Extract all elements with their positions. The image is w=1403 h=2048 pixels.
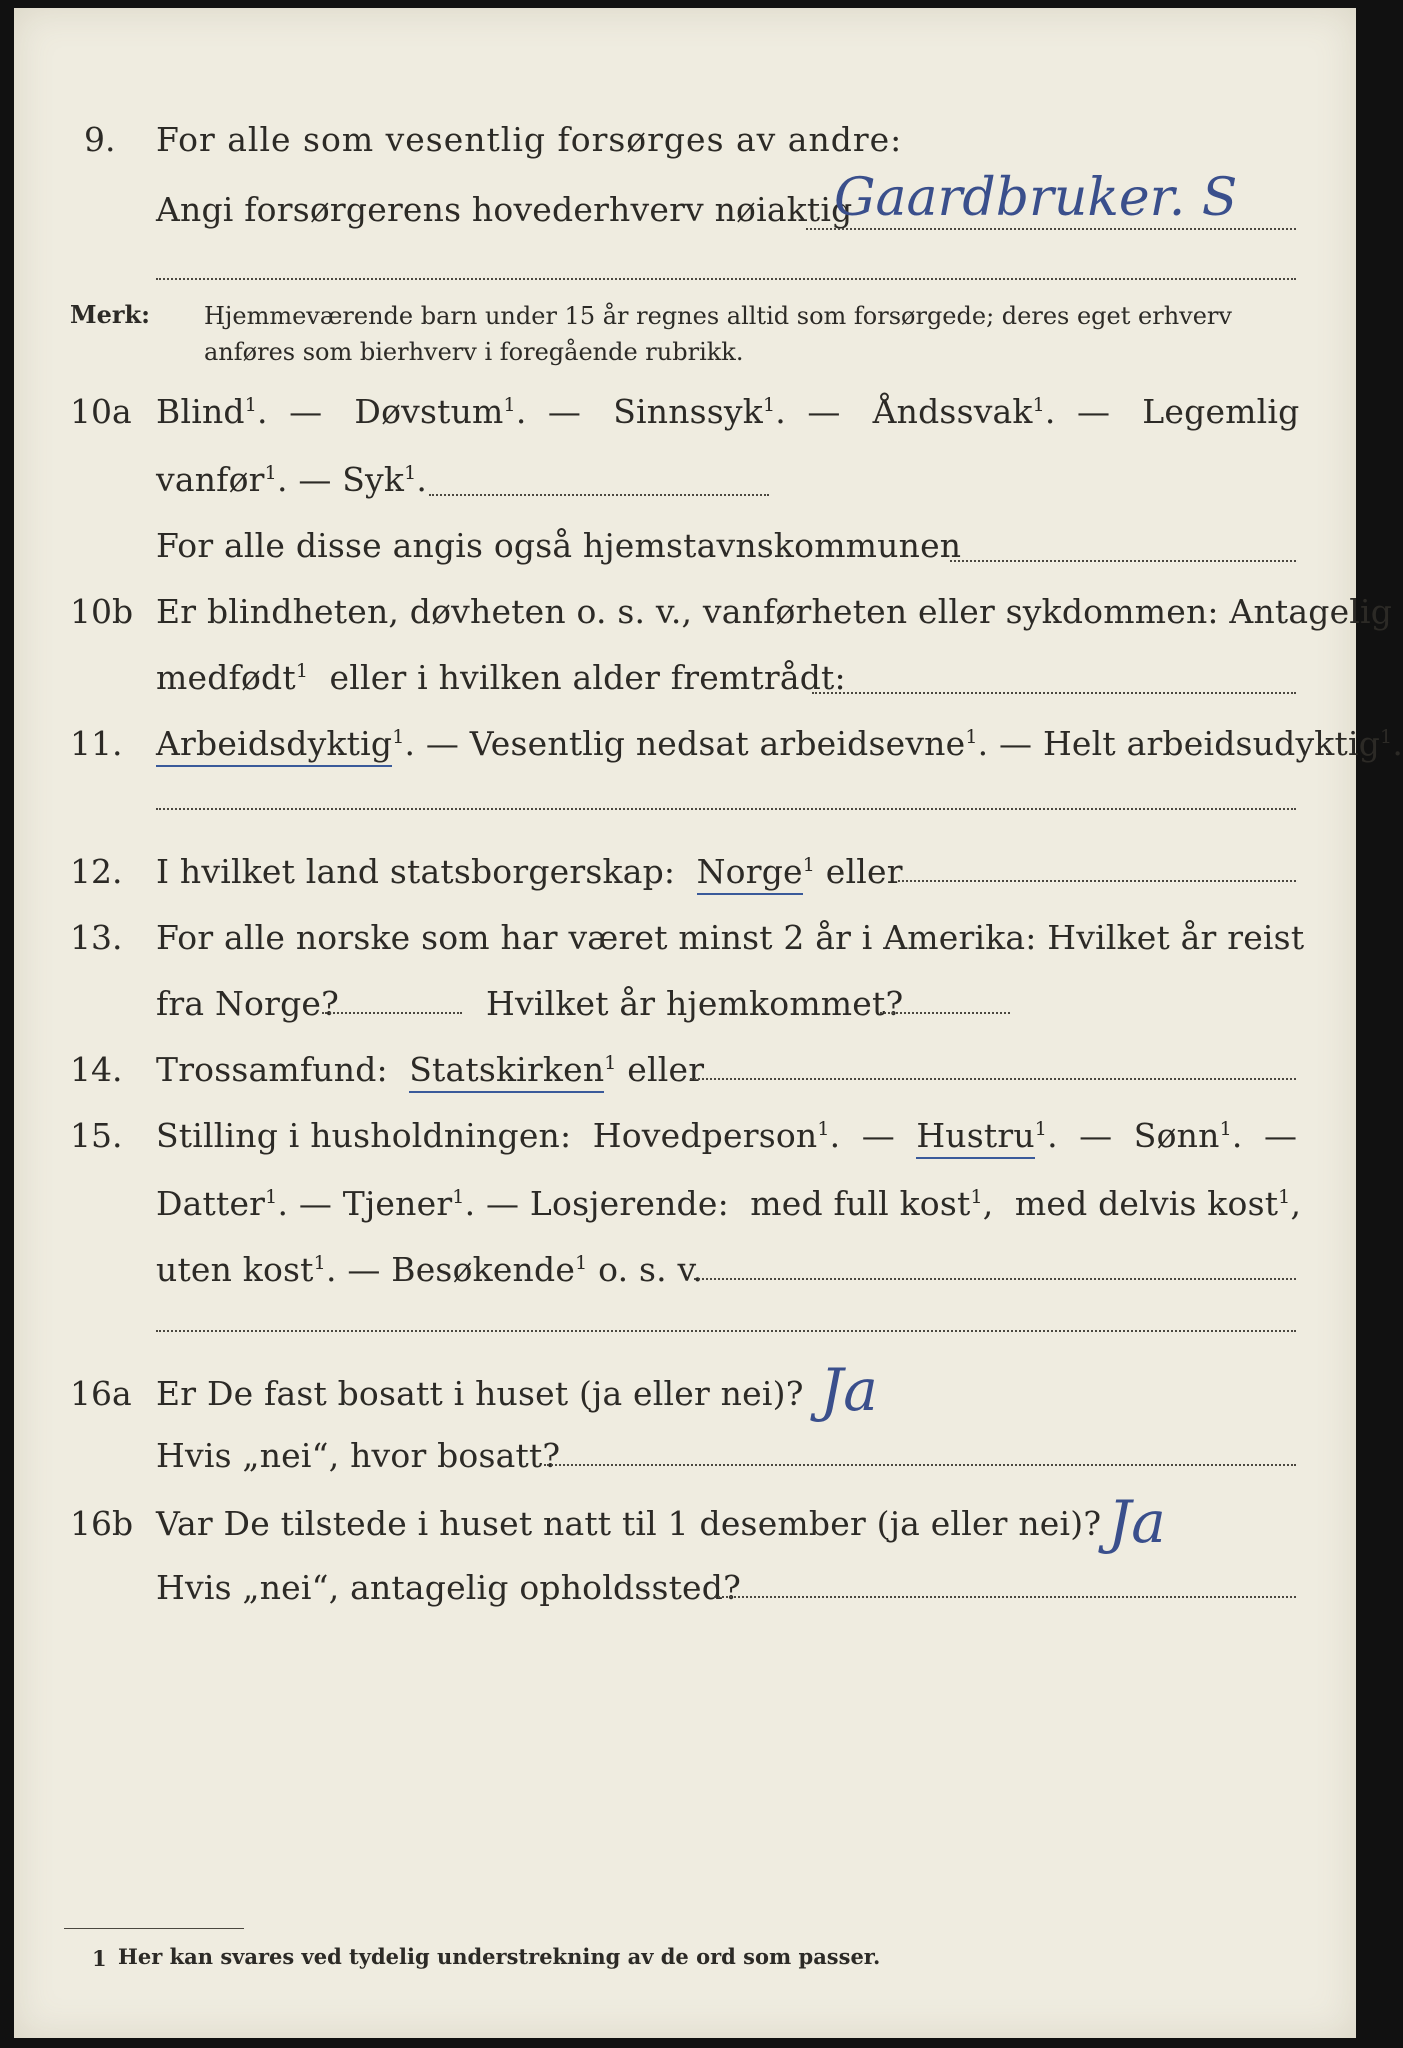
opt-vanfor: vanfør	[156, 460, 265, 499]
q10a-number: 10a	[70, 392, 132, 431]
footnote-mark: 1	[92, 1946, 107, 1971]
q16b-line1: Var De tilstede i huset natt til 1 desember (ja eller nei)?	[156, 1504, 1102, 1543]
q15-answer-line	[694, 1278, 1296, 1280]
opt-tjener: Tjener	[342, 1184, 453, 1223]
opt-blind: Blind	[156, 392, 245, 431]
q10b-line2: medfødt$^1$ eller i hvilken alder fremtrådt:	[156, 658, 846, 697]
q10a-syk-line	[429, 494, 769, 496]
q15-extra-line	[156, 1330, 1296, 1332]
q12-answer-line	[898, 880, 1296, 882]
q10a-line2: vanfør$^1$. — Syk$^1$.	[156, 460, 428, 499]
q10b-number: 10b	[70, 592, 134, 631]
footnote-text: Her kan svares ved tydelig understrekning av de ord som passer.	[118, 1944, 881, 1969]
opt-syk: Syk	[342, 460, 405, 499]
q16a-handwritten-answer: Ja	[820, 1356, 878, 1424]
q16a-answer-line	[544, 1464, 1296, 1466]
opt-uten-kost: uten kost	[156, 1250, 314, 1289]
opt-arbeidsdyktig-underlined: Arbeidsdyktig	[156, 724, 392, 767]
q14-answer-line	[690, 1078, 1296, 1080]
q16b-line2: Hvis „nei“, antagelig opholdssted?	[156, 1568, 741, 1607]
opt-sinnssyk: Sinnssyk	[613, 392, 763, 431]
q9-number: 9.	[84, 120, 116, 159]
q13-fra-line	[322, 1012, 462, 1014]
q13-hjemkommet: Hvilket år hjemkommet?	[486, 984, 904, 1023]
opt-helt: Helt arbeidsudyktig	[1042, 724, 1381, 763]
opt-delvis-kost: med delvis kost	[1014, 1184, 1279, 1223]
opt-full-kost: med full kost	[750, 1184, 971, 1223]
merk-line2: anføres som bierhverv i foregående rubrikk.	[204, 338, 744, 366]
q14-number: 14.	[70, 1050, 123, 1089]
census-form-page	[14, 8, 1403, 2038]
q10a-line1: Blind$^1$. — Døvstum$^1$. — Sinnssyk$^1$. — Åndssvak$^1$. — Legemlig	[156, 392, 1300, 431]
footnote-rule	[64, 1928, 244, 1929]
q15-line3: uten kost$^1$. — Besøkende$^1$ o. s. v.	[156, 1250, 704, 1289]
q15-line1: Stilling i husholdningen: Hovedperson$^1$. — Hustru$^1$. — Sønn$^1$. —	[156, 1116, 1297, 1155]
merk-line1: Hjemmeværende barn under 15 år regnes alltid som forsørgede; deres eget erhverv	[204, 302, 1232, 330]
q16b-answer-line	[714, 1596, 1296, 1598]
opt-norge-underlined: Norge	[697, 852, 803, 895]
opt-vesentlig: Vesentlig nedsat arbeidsevne	[469, 724, 966, 763]
q12-line: I hvilket land statsborgerskap: Norge$^1$ eller	[156, 852, 903, 891]
q16b-number: 16b	[70, 1504, 134, 1543]
q12-number: 12.	[70, 852, 123, 891]
q16a-line2: Hvis „nei“, hvor bosatt?	[156, 1436, 561, 1475]
q15-number: 15.	[70, 1116, 123, 1155]
q9-extra-line	[156, 278, 1296, 280]
opt-legemlig: Legemlig	[1142, 392, 1300, 431]
opt-datter: Datter	[156, 1184, 266, 1223]
opt-medfodt: medfødt	[156, 658, 296, 697]
q16b-handwritten-answer: Ja	[1108, 1488, 1166, 1556]
q9-answer-line	[806, 228, 1296, 230]
q15-line2: Datter$^1$. — Tjener$^1$. — Losjerende: med full kost$^1$, med delvis kost$^1$,	[156, 1184, 1302, 1223]
q11-options: Arbeidsdyktig$^1$. — Vesentlig nedsat arbeidsevne$^1$. — Helt arbeidsudyktig$^1$.	[156, 724, 1403, 763]
q13-number: 13.	[70, 918, 123, 957]
opt-andssvak: Åndssvak	[872, 392, 1033, 431]
q9-line1: For alle som vesentlig forsørges av andre:	[156, 120, 903, 159]
q16a-line1: Er De fast bosatt i huset (ja eller nei)?	[156, 1374, 804, 1413]
q16a-number: 16a	[70, 1374, 132, 1413]
opt-hustru-underlined: Hustru	[916, 1116, 1034, 1159]
q14-line: Trossamfund: Statskirken$^1$ eller	[156, 1050, 704, 1089]
q13-hjem-line	[880, 1012, 1010, 1014]
q9-line2: Angi forsørgerens hovederhverv nøiaktig	[156, 190, 853, 229]
opt-hovedperson: Hovedperson	[592, 1116, 818, 1155]
q13-line1: For alle norske som har været minst 2 år i Amerika: Hvilket år reist	[156, 918, 1305, 957]
merk-label: Merk:	[70, 300, 150, 329]
q10a-hjemstavn-line	[950, 560, 1296, 562]
q11-extra-line	[156, 808, 1296, 810]
opt-dovstum: Døvstum	[354, 392, 504, 431]
q11-number: 11.	[70, 724, 123, 763]
q9-handwritten-answer: Gaardbruker. S	[834, 168, 1238, 228]
opt-besokende: Besøkende	[391, 1250, 576, 1289]
q10b-answer-line	[812, 692, 1296, 694]
q13-fra-norge: fra Norge?	[156, 984, 340, 1023]
opt-sonn: Sønn	[1133, 1116, 1220, 1155]
opt-statskirken-underlined: Statskirken	[409, 1050, 604, 1093]
q10b-line1: Er blindheten, døvheten o. s. v., vanførheten eller sykdommen: Antagelig	[156, 592, 1393, 631]
q10a-line3: For alle disse angis også hjemstavnskommunen	[156, 526, 962, 565]
